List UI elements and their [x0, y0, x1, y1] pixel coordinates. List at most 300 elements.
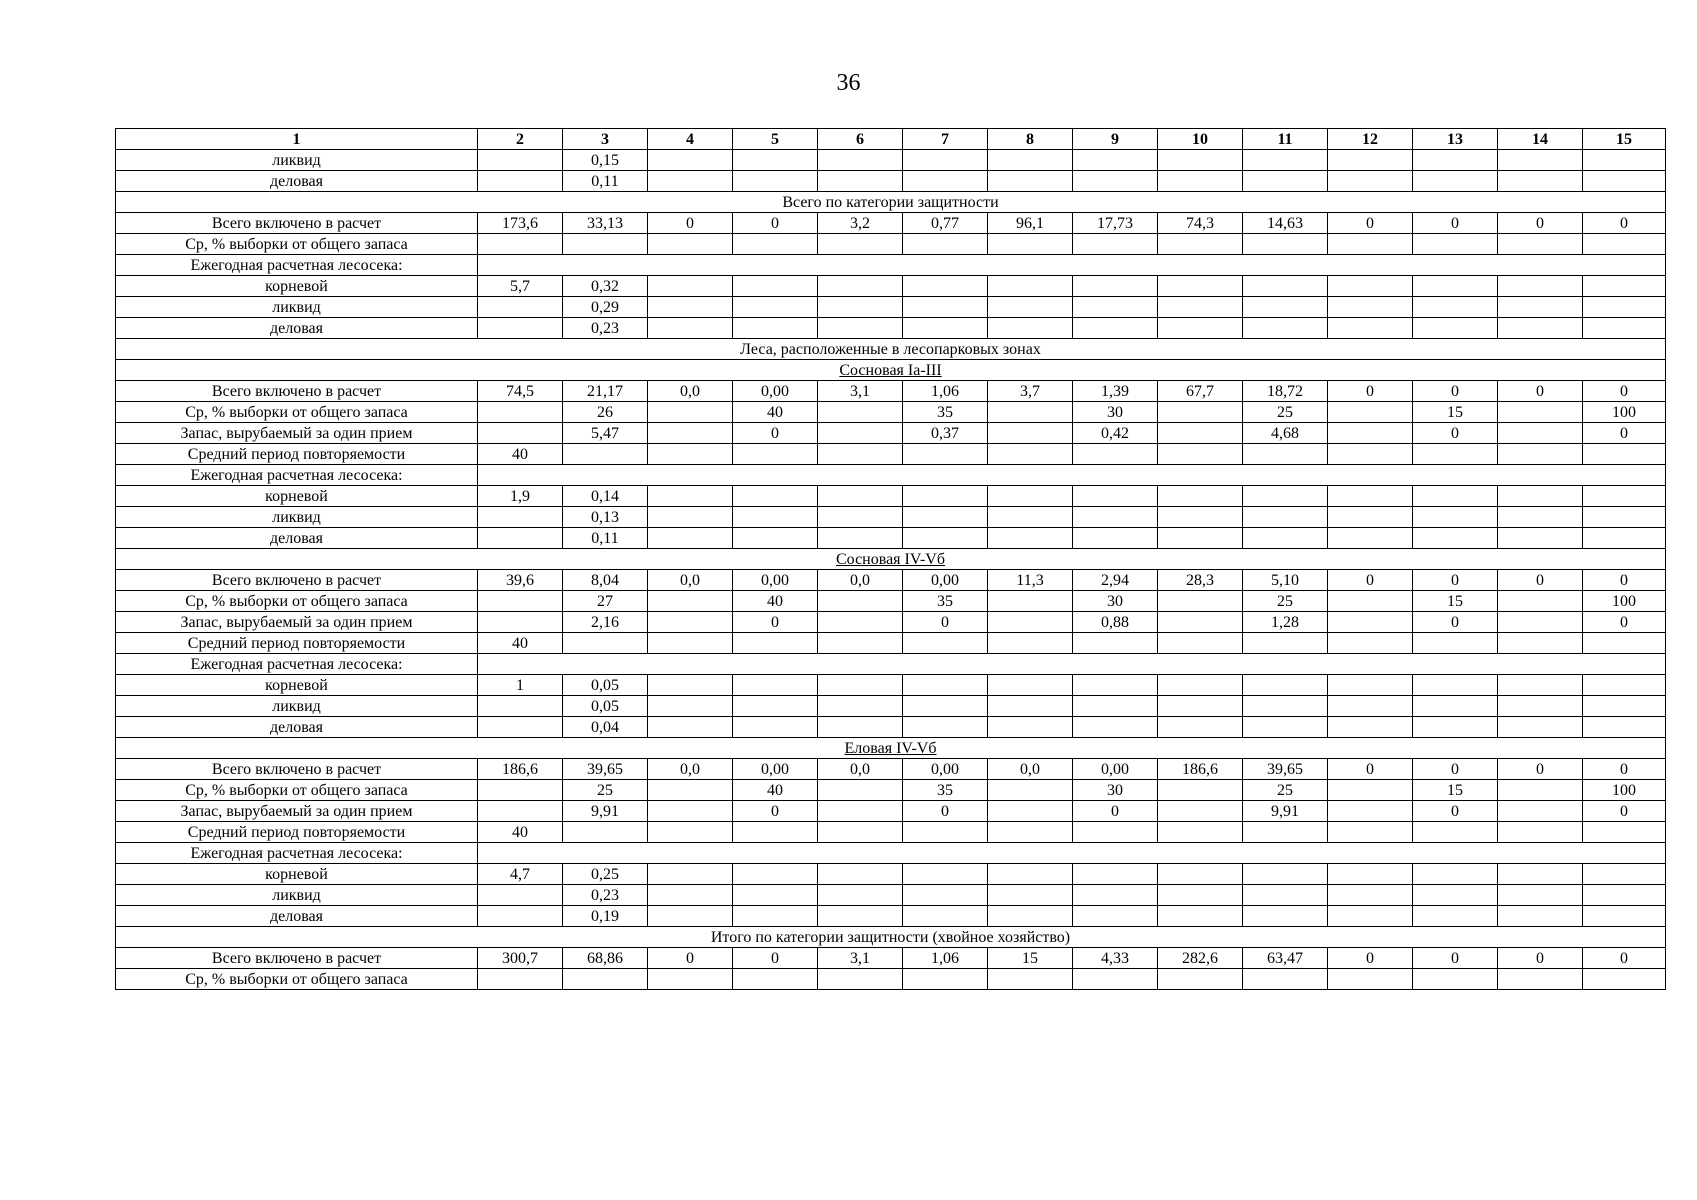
- table-row: [116, 402, 1666, 423]
- table-cell: [1328, 528, 1413, 549]
- table-row: [116, 381, 1666, 402]
- table-row: [116, 444, 1666, 465]
- table-cell: [733, 297, 818, 318]
- table-cell: 11,3: [988, 570, 1073, 591]
- label-row: [116, 465, 1666, 486]
- column-header: 10: [1158, 129, 1243, 150]
- table-cell: 0: [1413, 801, 1498, 822]
- table-cell: [1158, 402, 1243, 423]
- table-cell: 30: [1073, 780, 1158, 801]
- table-cell: [1073, 864, 1158, 885]
- table-cell: [478, 885, 563, 906]
- table-cell: [1583, 318, 1666, 339]
- table-cell: 0: [1498, 570, 1583, 591]
- table-cell: [648, 822, 733, 843]
- table-cell: [478, 297, 563, 318]
- row-label: Ежегодная расчетная лесосека:: [116, 654, 478, 675]
- table-cell: 40: [733, 402, 818, 423]
- table-cell: 0: [1583, 612, 1666, 633]
- table-cell: 4,7: [478, 864, 563, 885]
- row-label: корневой: [116, 675, 478, 696]
- table-cell: 0,88: [1073, 612, 1158, 633]
- table-cell: [1498, 528, 1583, 549]
- table-cell: [988, 276, 1073, 297]
- table-cell: [1158, 969, 1243, 990]
- table-cell: 63,47: [1243, 948, 1328, 969]
- row-label: Запас, вырубаемый за один прием: [116, 801, 478, 822]
- table-cell: [988, 591, 1073, 612]
- table-cell: [903, 528, 988, 549]
- table-cell: [903, 318, 988, 339]
- table-cell: [1073, 486, 1158, 507]
- table-row: [116, 318, 1666, 339]
- column-header: 2: [478, 129, 563, 150]
- table-row: [116, 507, 1666, 528]
- table-cell: 0: [1328, 213, 1413, 234]
- section-title: Сосновая IV-Vб: [116, 549, 1666, 570]
- table-row: [116, 759, 1666, 780]
- table-cell: [988, 423, 1073, 444]
- table-cell: [1498, 717, 1583, 738]
- table-cell: [1073, 507, 1158, 528]
- table-cell: 0: [1413, 213, 1498, 234]
- table-cell: 0,13: [563, 507, 648, 528]
- table-cell: [563, 633, 648, 654]
- table-cell: [1158, 528, 1243, 549]
- table-cell: [1073, 297, 1158, 318]
- table-cell: [478, 402, 563, 423]
- table-cell: [988, 444, 1073, 465]
- table-cell: 0: [1583, 801, 1666, 822]
- table-cell: [1328, 171, 1413, 192]
- row-label: Ср, % выборки от общего запаса: [116, 591, 478, 612]
- table-cell: [903, 171, 988, 192]
- table-cell: [648, 444, 733, 465]
- table-row: [116, 969, 1666, 990]
- row-label: Ср, % выборки от общего запаса: [116, 780, 478, 801]
- table-cell: [1158, 612, 1243, 633]
- table-cell: [818, 297, 903, 318]
- table-cell: [1073, 150, 1158, 171]
- table-cell: [1498, 633, 1583, 654]
- section-row: [116, 339, 1666, 360]
- table-cell: [1243, 717, 1328, 738]
- table-row: [116, 171, 1666, 192]
- table-cell: [903, 234, 988, 255]
- row-label: корневой: [116, 276, 478, 297]
- table-cell: 0: [1498, 381, 1583, 402]
- table-cell: 2,16: [563, 612, 648, 633]
- table-cell: [988, 297, 1073, 318]
- forest-calculation-table: [115, 128, 1666, 990]
- table-cell: [1073, 444, 1158, 465]
- table-cell: [1583, 885, 1666, 906]
- table-row: [116, 276, 1666, 297]
- table-cell: [988, 318, 1073, 339]
- table-cell: [733, 171, 818, 192]
- table-cell: 0: [1413, 612, 1498, 633]
- table-row: [116, 696, 1666, 717]
- table-cell: [988, 633, 1073, 654]
- table-row: [116, 864, 1666, 885]
- row-label: деловая: [116, 528, 478, 549]
- table-cell: [1158, 780, 1243, 801]
- table-cell: [903, 297, 988, 318]
- table-cell: 5,7: [478, 276, 563, 297]
- table-cell: [903, 822, 988, 843]
- column-header: 3: [563, 129, 648, 150]
- table-cell: 40: [478, 822, 563, 843]
- table-cell: [1583, 528, 1666, 549]
- table-cell: 0: [648, 948, 733, 969]
- table-cell: [733, 885, 818, 906]
- table-cell: [1583, 696, 1666, 717]
- table-cell: [988, 969, 1073, 990]
- table-cell: [1413, 507, 1498, 528]
- table-cell: [988, 486, 1073, 507]
- table-row: [116, 423, 1666, 444]
- table-cell: [1413, 696, 1498, 717]
- table-cell: [1583, 822, 1666, 843]
- table-cell: 74,5: [478, 381, 563, 402]
- column-header: 1: [116, 129, 478, 150]
- table-cell: 0,11: [563, 528, 648, 549]
- table-cell: [818, 234, 903, 255]
- table-cell: 0,0: [988, 759, 1073, 780]
- table-cell: [563, 969, 648, 990]
- table-cell: [648, 297, 733, 318]
- table-row: [116, 822, 1666, 843]
- table-cell: [818, 276, 903, 297]
- table-cell: [648, 906, 733, 927]
- column-header: 6: [818, 129, 903, 150]
- table-cell: 186,6: [1158, 759, 1243, 780]
- table-cell: [1243, 444, 1328, 465]
- table-cell: 0: [1583, 948, 1666, 969]
- table-cell: 0: [1583, 759, 1666, 780]
- table-cell: [733, 822, 818, 843]
- table-cell: [648, 969, 733, 990]
- table-cell: 0: [1413, 570, 1498, 591]
- table-cell: [1158, 276, 1243, 297]
- table-cell: [903, 444, 988, 465]
- column-header: 7: [903, 129, 988, 150]
- table-cell: [1073, 318, 1158, 339]
- table-cell: 100: [1583, 402, 1666, 423]
- table-cell: [1243, 675, 1328, 696]
- table-cell: [478, 696, 563, 717]
- table-cell: 0: [733, 213, 818, 234]
- table-cell: [1413, 234, 1498, 255]
- table-cell: 30: [1073, 591, 1158, 612]
- table-cell: [1583, 717, 1666, 738]
- section-row: [116, 360, 1666, 381]
- row-label: деловая: [116, 717, 478, 738]
- table-cell: 14,63: [1243, 213, 1328, 234]
- table-cell: [1583, 486, 1666, 507]
- table-cell: [1583, 171, 1666, 192]
- table-cell: [478, 780, 563, 801]
- table-cell: 0: [1498, 759, 1583, 780]
- table-cell: [1328, 864, 1413, 885]
- table-cell: [988, 150, 1073, 171]
- table-cell: [1413, 822, 1498, 843]
- table-cell: [818, 486, 903, 507]
- table-cell: [478, 612, 563, 633]
- table-cell: [818, 423, 903, 444]
- table-row: [116, 948, 1666, 969]
- table-row: [116, 906, 1666, 927]
- table-cell: 15: [1413, 780, 1498, 801]
- table-cell: [733, 486, 818, 507]
- table-cell: [733, 696, 818, 717]
- table-cell: [733, 969, 818, 990]
- table-cell: 35: [903, 402, 988, 423]
- table-cell: [1413, 717, 1498, 738]
- table-cell: [733, 276, 818, 297]
- table-cell: 0: [733, 423, 818, 444]
- table-cell: [903, 696, 988, 717]
- table-cell: [1583, 675, 1666, 696]
- table-cell: [1243, 486, 1328, 507]
- table-cell: [478, 318, 563, 339]
- table-cell: [903, 276, 988, 297]
- table-cell: 0,0: [648, 759, 733, 780]
- table-cell: 1,9: [478, 486, 563, 507]
- table-cell: [1073, 885, 1158, 906]
- table-cell: 0: [1413, 948, 1498, 969]
- table-cell: [1498, 906, 1583, 927]
- table-cell: [1158, 486, 1243, 507]
- table-cell: 100: [1583, 780, 1666, 801]
- table-cell: [988, 801, 1073, 822]
- table-cell: 40: [733, 591, 818, 612]
- table-cell: 0: [733, 801, 818, 822]
- table-cell: 8,04: [563, 570, 648, 591]
- table-cell: [1413, 864, 1498, 885]
- table-cell: [1073, 528, 1158, 549]
- row-label: Всего включено в расчет: [116, 759, 478, 780]
- table-cell: 25: [1243, 780, 1328, 801]
- table-cell: 0,0: [818, 759, 903, 780]
- table-cell: [1073, 717, 1158, 738]
- table-cell: [988, 822, 1073, 843]
- table-cell: [1498, 444, 1583, 465]
- table-body: [116, 150, 1666, 990]
- table-cell: [1158, 675, 1243, 696]
- table-cell: [1243, 822, 1328, 843]
- table-cell: [1328, 402, 1413, 423]
- column-header: 14: [1498, 129, 1583, 150]
- table-cell: 40: [733, 780, 818, 801]
- table-cell: 173,6: [478, 213, 563, 234]
- table-cell: [1583, 234, 1666, 255]
- table-cell: [1243, 297, 1328, 318]
- table-cell: [1158, 318, 1243, 339]
- table-cell: [818, 633, 903, 654]
- table-cell: [1498, 675, 1583, 696]
- table-cell: 0: [1583, 423, 1666, 444]
- table-row: [116, 717, 1666, 738]
- table-row: [116, 213, 1666, 234]
- row-label: деловая: [116, 171, 478, 192]
- table-cell: [1158, 297, 1243, 318]
- row-label: Ежегодная расчетная лесосека:: [116, 465, 478, 486]
- table-cell: [1158, 633, 1243, 654]
- table-cell: 15: [988, 948, 1073, 969]
- table-row: [116, 150, 1666, 171]
- table-cell: 0,19: [563, 906, 648, 927]
- table-cell: [1413, 675, 1498, 696]
- table-cell: [1498, 486, 1583, 507]
- table-cell: 26: [563, 402, 648, 423]
- table-cell: [1413, 885, 1498, 906]
- table-cell: [733, 444, 818, 465]
- table-cell: [648, 633, 733, 654]
- column-header: 12: [1328, 129, 1413, 150]
- table-cell: 0: [648, 213, 733, 234]
- row-label: Средний период повторяемости: [116, 822, 478, 843]
- table-cell: [1073, 234, 1158, 255]
- table-cell: [648, 801, 733, 822]
- table-cell: 1,28: [1243, 612, 1328, 633]
- table-cell: [1583, 276, 1666, 297]
- table-cell: [1413, 969, 1498, 990]
- table-cell: 0,23: [563, 318, 648, 339]
- table-cell: [1073, 276, 1158, 297]
- table-cell: 4,68: [1243, 423, 1328, 444]
- table-cell: [1498, 591, 1583, 612]
- table-cell: [648, 507, 733, 528]
- table-cell: [733, 507, 818, 528]
- table-cell: [988, 507, 1073, 528]
- table-cell: 39,65: [563, 759, 648, 780]
- table-cell: [818, 318, 903, 339]
- table-cell: [903, 969, 988, 990]
- table-cell: 67,7: [1158, 381, 1243, 402]
- table-cell: 0,32: [563, 276, 648, 297]
- table-row: [116, 528, 1666, 549]
- row-label: Средний период повторяемости: [116, 633, 478, 654]
- table-cell: [733, 318, 818, 339]
- table-cell: 0: [1498, 948, 1583, 969]
- table-cell: 0,11: [563, 171, 648, 192]
- table-cell: 68,86: [563, 948, 648, 969]
- table-cell: [1583, 297, 1666, 318]
- table-cell: [988, 780, 1073, 801]
- table-cell: [988, 696, 1073, 717]
- table-cell: 0,37: [903, 423, 988, 444]
- table-cell: [1328, 780, 1413, 801]
- column-header: 5: [733, 129, 818, 150]
- table-cell: [648, 885, 733, 906]
- table-cell: [1158, 591, 1243, 612]
- table-row: [116, 780, 1666, 801]
- table-cell: 1,06: [903, 381, 988, 402]
- row-label: ликвид: [116, 885, 478, 906]
- table-cell: 1,06: [903, 948, 988, 969]
- table-cell: 0,00: [903, 759, 988, 780]
- table-cell: [903, 885, 988, 906]
- table-cell: [988, 864, 1073, 885]
- table-cell: 35: [903, 591, 988, 612]
- table-cell: [1158, 507, 1243, 528]
- table-cell: [478, 906, 563, 927]
- table-cell: 0,00: [733, 381, 818, 402]
- table-cell: [478, 801, 563, 822]
- table-cell: [1498, 402, 1583, 423]
- section-title: Всего по категории защитности: [116, 192, 1666, 213]
- table-cell: 0,0: [648, 570, 733, 591]
- table-cell: [818, 906, 903, 927]
- table-cell: 40: [478, 633, 563, 654]
- table-cell: [903, 675, 988, 696]
- table-cell: 2,94: [1073, 570, 1158, 591]
- table-cell: [818, 717, 903, 738]
- table-cell: 186,6: [478, 759, 563, 780]
- section-title: Сосновая Ia-III: [116, 360, 1666, 381]
- table-cell: 1,39: [1073, 381, 1158, 402]
- table-cell: [1158, 717, 1243, 738]
- row-label: ликвид: [116, 507, 478, 528]
- table-cell: 282,6: [1158, 948, 1243, 969]
- table-cell: [1158, 906, 1243, 927]
- merged-empty-cell: [478, 843, 1666, 864]
- table-cell: [818, 969, 903, 990]
- table-cell: [478, 423, 563, 444]
- table-cell: [1243, 864, 1328, 885]
- table-cell: [563, 234, 648, 255]
- table-cell: [648, 402, 733, 423]
- row-label: корневой: [116, 486, 478, 507]
- table-cell: [648, 150, 733, 171]
- table-row: [116, 885, 1666, 906]
- table-cell: [818, 696, 903, 717]
- table-cell: 25: [1243, 402, 1328, 423]
- table-cell: [648, 234, 733, 255]
- table-cell: [1158, 885, 1243, 906]
- table-cell: [1498, 612, 1583, 633]
- table-cell: [818, 822, 903, 843]
- table-cell: [1158, 234, 1243, 255]
- table-cell: 21,17: [563, 381, 648, 402]
- table-cell: [1073, 822, 1158, 843]
- label-row: [116, 843, 1666, 864]
- table-cell: [1243, 633, 1328, 654]
- row-label: Ежегодная расчетная лесосека:: [116, 255, 478, 276]
- table-cell: [1073, 696, 1158, 717]
- table-cell: [1328, 822, 1413, 843]
- table-cell: [1498, 171, 1583, 192]
- table-cell: [648, 591, 733, 612]
- table-cell: [1498, 780, 1583, 801]
- table-cell: [1583, 969, 1666, 990]
- table-cell: 18,72: [1243, 381, 1328, 402]
- table-cell: [648, 528, 733, 549]
- table-cell: [1073, 171, 1158, 192]
- table-cell: [818, 801, 903, 822]
- table-cell: [988, 675, 1073, 696]
- table-cell: [1243, 885, 1328, 906]
- table-cell: [1328, 486, 1413, 507]
- column-header: 15: [1583, 129, 1666, 150]
- table-cell: [1413, 318, 1498, 339]
- table-cell: [733, 633, 818, 654]
- table-cell: [818, 864, 903, 885]
- table-cell: [1413, 276, 1498, 297]
- table-cell: [1498, 423, 1583, 444]
- table-cell: [1328, 507, 1413, 528]
